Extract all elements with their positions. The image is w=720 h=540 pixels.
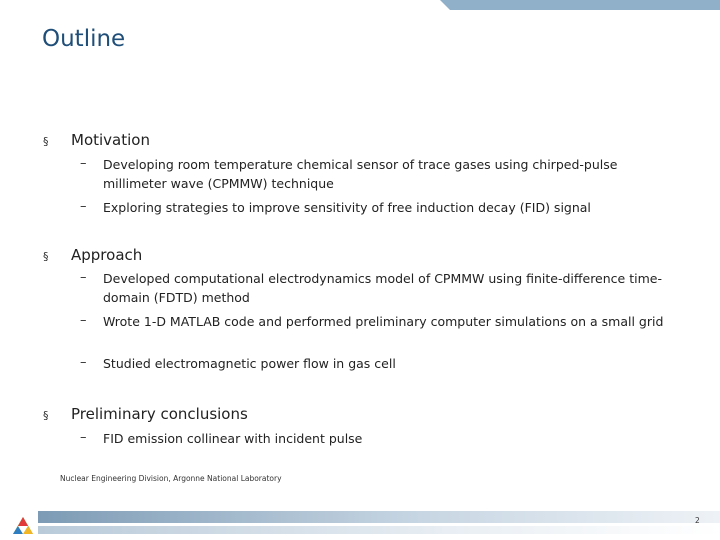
section-heading-approach: Approach [71, 246, 143, 264]
section-bullet: § [43, 250, 49, 263]
section-bullet: § [43, 135, 49, 148]
slide-title: Outline [42, 26, 126, 52]
item-dash: – [80, 430, 87, 445]
section-bullet: § [43, 409, 49, 422]
item-dash: – [80, 313, 87, 328]
section-heading-motivation: Motivation [71, 131, 150, 149]
list-item: Wrote 1-D MATLAB code and performed preliminary computer simulations on a small grid [103, 314, 664, 329]
item-dash: – [80, 355, 87, 370]
argonne-triangle-logo-icon [12, 516, 34, 536]
page-number: 2 [695, 516, 700, 525]
list-item: Studied electromagnetic power flow in gas cell [103, 356, 396, 371]
list-item: FID emission collinear with incident pulse [103, 431, 363, 446]
header-accent-bar [440, 0, 720, 10]
list-item: Exploring strategies to improve sensitivity of free induction decay (FID) signal [103, 200, 591, 215]
footer-bar [38, 511, 720, 523]
list-item: Developed computational electrodynamics model of CPMMW using finite-difference time-domain (FDTD) method [103, 271, 662, 305]
footer-bar-lower [38, 526, 720, 534]
item-dash: – [80, 199, 87, 214]
item-dash: – [80, 270, 87, 285]
list-item: Developing room temperature chemical sensor of trace gases using chirped-pulse millimeter wave (CPMMW) technique [103, 157, 618, 191]
footer-org-label: Nuclear Engineering Division, Argonne National Laboratory [60, 474, 282, 483]
item-dash: – [80, 156, 87, 171]
section-heading-conclusions: Preliminary conclusions [71, 405, 248, 423]
